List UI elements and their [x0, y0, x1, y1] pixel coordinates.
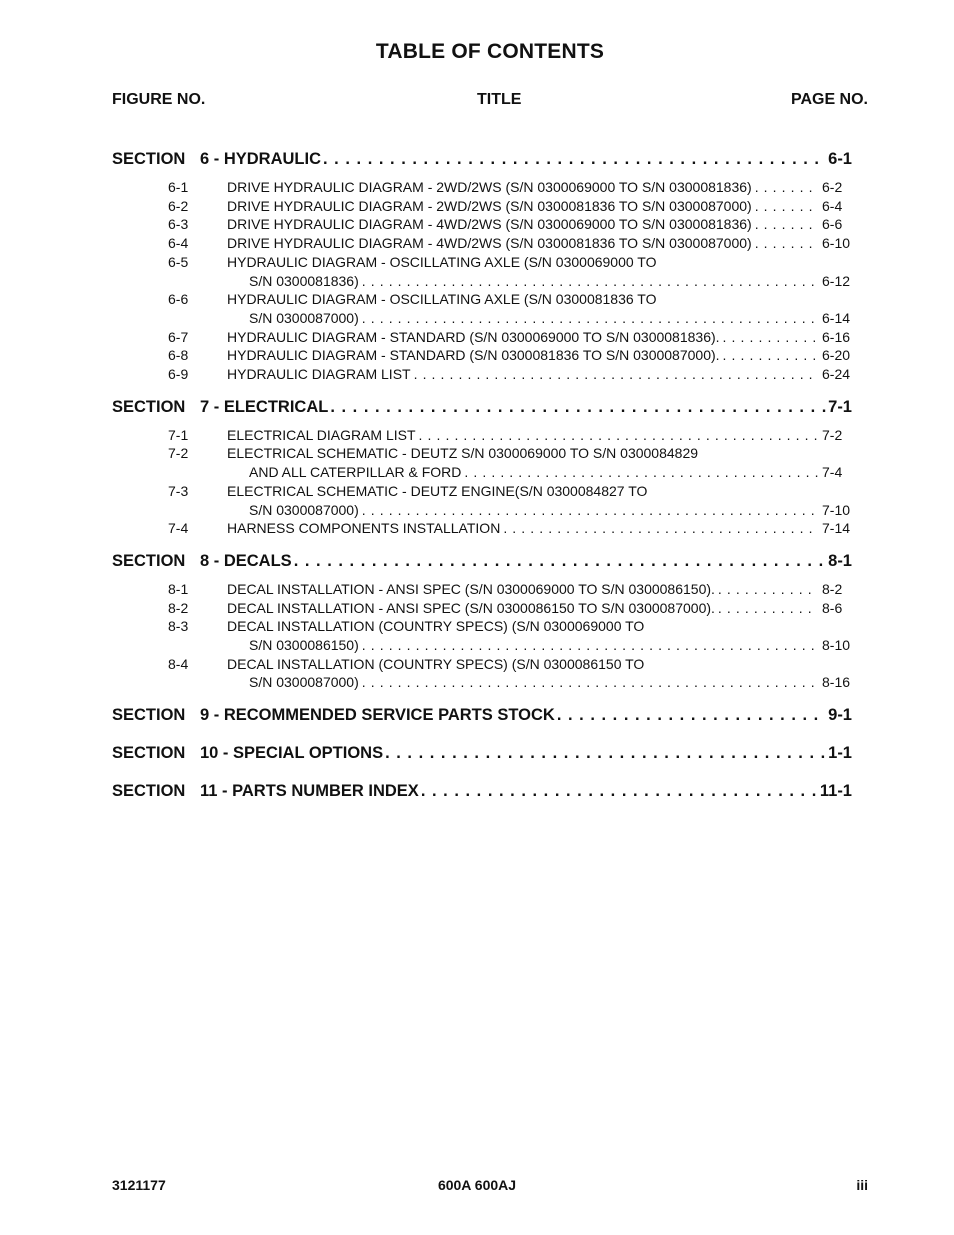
- toc-section: [112, 398, 852, 538]
- section-page: 9-1: [828, 706, 852, 725]
- section-page: 6-1: [828, 150, 852, 168]
- figure-entry-body: [227, 197, 852, 216]
- section-title: 10 - SPECIAL OPTIONS: [200, 744, 384, 763]
- figure-title: DRIVE HYDRAULIC DIAGRAM - 2WD/2WS (S/N 0300069000 TO S/N 0300081836): [227, 179, 752, 195]
- figure-title: ELECTRICAL DIAGRAM LIST: [227, 426, 416, 443]
- figure-number: 8-2: [168, 599, 189, 616]
- figure-title: HYDRAULIC DIAGRAM LIST: [227, 366, 411, 383]
- figure-page: 8-2: [822, 580, 843, 597]
- figure-number: 6-3: [168, 216, 189, 233]
- dot-leader: [718, 599, 818, 618]
- toc-section: [112, 552, 852, 692]
- figure-entry-body: [227, 234, 852, 253]
- section-label: SECTION: [112, 397, 186, 416]
- figure-title: S/N 0300086150): [249, 637, 359, 654]
- figure-title-line: [227, 309, 852, 328]
- column-header-page: PAGE NO.: [790, 91, 868, 108]
- figure-entry-body: [227, 215, 852, 234]
- figure-title-line: [227, 328, 852, 347]
- figure-entry-link[interactable]: [112, 365, 852, 384]
- figure-entry-link[interactable]: [112, 215, 852, 234]
- dot-leader: [723, 346, 818, 365]
- figure-number: 6-8: [168, 347, 189, 364]
- figure-number: 6-4: [168, 235, 189, 252]
- section-title: 8 - DECALS: [200, 551, 292, 570]
- figure-entry-body: [227, 426, 852, 445]
- column-header-figure: FIGURE NO.: [112, 91, 206, 108]
- toc-list: [112, 150, 852, 820]
- dot-leader: [557, 706, 826, 725]
- figure-title: AND ALL CATERPILLAR & FORD: [249, 464, 462, 481]
- dot-leader: [755, 197, 818, 216]
- figure-title-line: [227, 463, 852, 482]
- figure-number: 8-4: [168, 655, 189, 672]
- figure-title-line: [227, 501, 852, 520]
- section-heading-link[interactable]: [112, 150, 852, 174]
- figure-page: 6-24: [822, 366, 851, 383]
- figure-entry-body: [227, 178, 852, 197]
- figure-entry-link[interactable]: [112, 482, 852, 519]
- figure-entry-link[interactable]: [112, 599, 852, 618]
- figure-entry-link[interactable]: [112, 617, 852, 654]
- dot-leader: [414, 365, 818, 384]
- figure-title: S/N 0300087000): [249, 309, 359, 326]
- section-title: 7 - ELECTRICAL: [200, 397, 329, 416]
- dot-leader: [362, 272, 818, 291]
- dot-leader: [421, 782, 818, 801]
- figure-entry-link[interactable]: [112, 346, 852, 365]
- figure-number: 6-7: [168, 328, 189, 345]
- dot-leader: [362, 673, 818, 692]
- toc-section: [112, 782, 852, 806]
- section-title: 6 - HYDRAULIC: [200, 150, 322, 168]
- figure-entry-link[interactable]: [112, 234, 852, 253]
- section-heading-link[interactable]: [112, 552, 852, 576]
- figure-page: 7-10: [822, 501, 851, 518]
- section-page: 7-1: [828, 397, 852, 416]
- figure-title: ELECTRICAL SCHEMATIC - DEUTZ ENGINE(S/N 0300084827 TO: [227, 482, 648, 499]
- dot-leader: [419, 426, 818, 445]
- figure-page: 8-6: [822, 599, 843, 616]
- figure-number: 6-9: [168, 366, 189, 383]
- figure-page: 7-14: [822, 520, 851, 537]
- section-heading-link[interactable]: [112, 706, 852, 730]
- figure-entry-body: [227, 328, 852, 347]
- section-label: SECTION: [112, 706, 186, 725]
- figure-title-line: [227, 655, 852, 674]
- figure-entry-body: [227, 655, 852, 692]
- section-label: SECTION: [112, 551, 186, 570]
- figure-title-line: [227, 215, 852, 234]
- figure-number: 6-1: [168, 179, 189, 195]
- figure-entry-link[interactable]: [112, 178, 852, 197]
- toc-section: [112, 706, 852, 730]
- dot-leader: [755, 178, 818, 197]
- toc-section: [112, 744, 852, 768]
- figure-title-line: [227, 253, 852, 272]
- section-title: 9 - RECOMMENDED SERVICE PARTS STOCK: [200, 706, 555, 725]
- section-heading-link[interactable]: [112, 398, 852, 422]
- figure-entry-body: [227, 519, 852, 538]
- figure-title-line: [227, 617, 852, 636]
- figure-page: 6-16: [822, 328, 851, 345]
- figure-entry-body: [227, 365, 852, 384]
- dot-leader: [330, 398, 826, 417]
- figure-title: S/N 0300087000): [249, 674, 359, 691]
- page-title: TABLE OF CONTENTS: [375, 40, 605, 63]
- figure-entry-link[interactable]: [112, 253, 852, 290]
- figure-page: 6-14: [822, 309, 851, 326]
- footer-model: 600A 600AJ: [437, 1177, 517, 1193]
- dot-leader: [385, 744, 826, 763]
- figure-page: 7-4: [822, 464, 843, 481]
- figure-entry-link[interactable]: [112, 328, 852, 347]
- figure-entry-link[interactable]: [112, 580, 852, 599]
- figure-number: 8-3: [168, 618, 189, 635]
- figure-entry-link[interactable]: [112, 519, 852, 538]
- dot-leader: [718, 580, 818, 599]
- dot-leader: [362, 501, 818, 520]
- figure-title-line: [227, 234, 852, 253]
- dot-leader: [362, 309, 818, 328]
- figure-number: 7-1: [168, 426, 189, 443]
- dot-leader: [503, 519, 818, 538]
- footer-doc-number: 3121177: [112, 1177, 166, 1193]
- figure-title: ELECTRICAL SCHEMATIC - DEUTZ S/N 0300069000 TO S/N 0300084829: [227, 445, 699, 462]
- figure-title-line: [227, 272, 852, 291]
- figure-page: 6-4: [822, 197, 843, 214]
- figure-title-line: [227, 365, 852, 384]
- figure-title: HARNESS COMPONENTS INSTALLATION: [227, 520, 501, 537]
- figure-number: 8-1: [168, 580, 189, 597]
- figure-entry-link[interactable]: [112, 655, 852, 692]
- figure-title-line: [227, 197, 852, 216]
- column-header-title: TITLE: [477, 91, 522, 108]
- figure-title-line: [227, 178, 852, 197]
- figure-title: S/N 0300081836): [249, 272, 359, 289]
- dot-leader: [464, 463, 818, 482]
- section-page: 11-1: [819, 782, 852, 801]
- figure-entry-body: [227, 599, 852, 618]
- footer-page-number: iii: [856, 1177, 868, 1193]
- toc-section: [112, 150, 852, 384]
- figure-title: DECAL INSTALLATION (COUNTRY SPECS) (S/N 0300069000 TO: [227, 618, 645, 635]
- figure-title-line: [227, 346, 852, 365]
- dot-leader: [323, 150, 826, 169]
- section-page: 1-1: [828, 744, 852, 763]
- dot-leader: [755, 215, 818, 234]
- figure-entry-body: [227, 346, 852, 365]
- figure-title: HYDRAULIC DIAGRAM - STANDARD (S/N 0300069000 TO S/N 0300081836).: [227, 328, 720, 345]
- section-heading-link[interactable]: [112, 782, 852, 806]
- figure-page: 6-20: [822, 347, 851, 364]
- figure-title-line: [227, 426, 852, 445]
- figure-title: HYDRAULIC DIAGRAM - STANDARD (S/N 0300081836 TO S/N 0300087000).: [227, 347, 720, 364]
- section-label: SECTION: [112, 782, 186, 801]
- figure-title-line: [227, 290, 852, 309]
- figure-page: 6-10: [822, 235, 851, 252]
- figure-number: 6-5: [168, 253, 189, 270]
- figure-page: 6-12: [822, 272, 851, 289]
- section-label: SECTION: [112, 744, 186, 763]
- figure-title: DECAL INSTALLATION (COUNTRY SPECS) (S/N 0300086150 TO: [227, 655, 645, 672]
- dot-leader: [755, 234, 818, 253]
- section-page: 8-1: [828, 551, 852, 570]
- figure-page: 6-6: [822, 216, 843, 233]
- figure-number: 7-3: [168, 482, 189, 499]
- figure-title-line: [227, 444, 852, 463]
- figure-title-line: [227, 636, 852, 655]
- figure-title-line: [227, 482, 852, 501]
- figure-page: 8-16: [822, 674, 851, 691]
- figure-title: DECAL INSTALLATION - ANSI SPEC (S/N 0300069000 TO S/N 0300086150).: [227, 580, 715, 597]
- figure-entry-body: [227, 580, 852, 599]
- figure-number: 6-2: [168, 197, 189, 214]
- figure-title-line: [227, 519, 852, 538]
- figure-entry-body: [227, 482, 852, 519]
- figure-number: 7-4: [168, 520, 189, 537]
- figure-entry-link[interactable]: [112, 197, 852, 216]
- figure-title-line: [227, 580, 852, 599]
- figure-entry-link[interactable]: [112, 290, 852, 327]
- section-heading-link[interactable]: [112, 744, 852, 768]
- figure-page: 8-10: [822, 637, 851, 654]
- figure-title: HYDRAULIC DIAGRAM - OSCILLATING AXLE (S/N 0300081836 TO: [227, 291, 657, 308]
- figure-entry-body: [227, 617, 852, 654]
- figure-entry-body: [227, 444, 852, 481]
- figure-entry-link[interactable]: [112, 426, 852, 445]
- dot-leader: [723, 328, 818, 347]
- figure-title: DRIVE HYDRAULIC DIAGRAM - 2WD/2WS (S/N 0300081836 TO S/N 0300087000): [227, 197, 752, 214]
- figure-entry-body: [227, 253, 852, 290]
- figure-title: DRIVE HYDRAULIC DIAGRAM - 4WD/2WS (S/N 0300081836 TO S/N 0300087000): [227, 235, 752, 252]
- figure-title: DECAL INSTALLATION - ANSI SPEC (S/N 0300086150 TO S/N 0300087000).: [227, 599, 715, 616]
- figure-entry-link[interactable]: [112, 444, 852, 481]
- section-title: 11 - PARTS NUMBER INDEX: [200, 782, 419, 801]
- figure-title: DRIVE HYDRAULIC DIAGRAM - 4WD/2WS (S/N 0300069000 TO S/N 0300081836): [227, 216, 752, 233]
- dot-leader: [294, 552, 826, 571]
- figure-title-line: [227, 673, 852, 692]
- figure-page: 6-2: [822, 179, 843, 195]
- figure-entry-body: [227, 290, 852, 327]
- figure-page: 7-2: [822, 426, 843, 443]
- dot-leader: [362, 636, 818, 655]
- figure-number: 6-6: [168, 291, 189, 308]
- section-label: SECTION: [112, 150, 186, 168]
- figure-title: S/N 0300087000): [249, 501, 359, 518]
- figure-title-line: [227, 599, 852, 618]
- figure-title: HYDRAULIC DIAGRAM - OSCILLATING AXLE (S/N 0300069000 TO: [227, 253, 657, 270]
- figure-number: 7-2: [168, 445, 189, 462]
